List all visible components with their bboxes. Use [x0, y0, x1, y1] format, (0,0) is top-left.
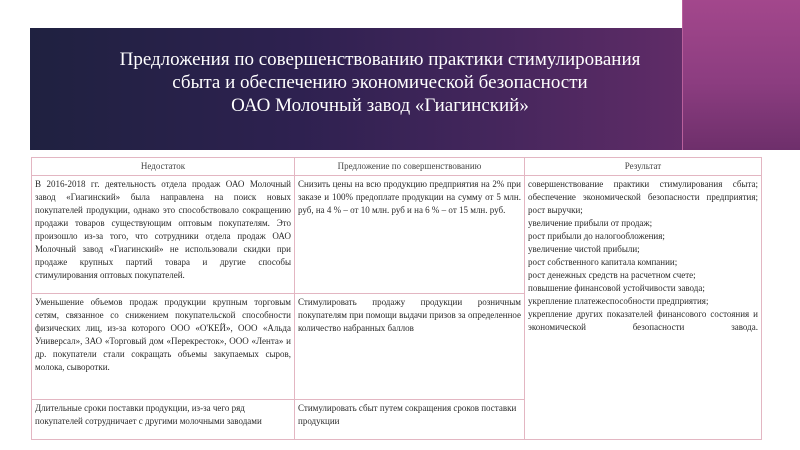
header-proposal: Предложение по совершенствованию — [295, 158, 525, 176]
slide-title-line-2: сбыта и обеспечению экономической безопасности — [172, 72, 588, 93]
result-item: увеличение прибыли от продаж; — [528, 218, 653, 228]
table-row — [32, 176, 762, 294]
result-item: обеспечение экономической безопасности предприятия; — [528, 192, 758, 202]
result-item: рост денежных средств на расчетном счете; — [528, 270, 696, 280]
row-3-shortcoming: Длительные сроки поставки продукции, из-за чего ряд покупателей сотрудничает с другими молочными заводами — [32, 400, 295, 440]
result-item: повышение финансовой устойчивости завода; — [528, 283, 705, 293]
result-item: укрепление платежеспособности предприятия; — [528, 296, 709, 306]
header-result: Результат — [525, 158, 762, 176]
slide-title-line-3: ОАО Молочный завод «Гиагинский» — [231, 95, 529, 116]
slide-title-line-1: Предложения по совершенствованию практики стимулирования — [119, 49, 641, 70]
table-header-row — [32, 158, 762, 176]
result-item: рост прибыли до налогообложения; — [528, 231, 665, 241]
row-1-shortcoming: В 2016-2018 гг. деятельность отдела продаж ОАО Молочный завод «Гиагинский» была направлена на поиск новых покупателей продукции, однако это способствовало сокращению продажи товаров существующим оптовым покупателям. Это произошло из-за того, что сотрудники отдела продаж ОАО Молочный завод «Гиагинский» не использовали скидки при продаже крупных партий товара и другие способы стимулирования оптовых покупателей. — [32, 176, 295, 294]
result-cell — [525, 176, 762, 440]
header-shortcoming: Недостаток — [32, 158, 295, 176]
row-2-shortcoming: Уменьшение объемов продаж продукции крупным торговым сетям, связанное со снижением покупательской способности физических лиц, из-за которого ООО «О'КЕЙ», ООО «Альда Универсал», ЗАО «Торговый дом «Перекресток», ООО «Лента» и др. покупатели стали сокращать объемы закупаемых сыров, молока, сыворотки. — [32, 294, 295, 400]
result-item: рост выручки; — [528, 205, 583, 215]
proposals-table — [31, 157, 762, 440]
result-item: укрепление других показателей финансового состояния и экономической безопасности завода. — [528, 309, 758, 332]
row-3-proposal: Стимулировать сбыт путем сокращения сроков поставки продукции — [295, 400, 525, 440]
row-1-proposal: Снизить цены на всю продукцию предприятия на 2% при заказе и 100% предоплате продукции на сумму от 5 млн. руб, на 4 % – от 10 млн. руб и на 6 % – от 15 млн. руб. — [295, 176, 525, 294]
result-item: рост собственного капитала компании; — [528, 257, 678, 267]
result-item: совершенствование практики стимулирования сбыта; — [528, 179, 758, 189]
result-item: увеличение чистой прибыли; — [528, 244, 640, 254]
slide-title — [60, 48, 700, 117]
row-2-proposal: Стимулировать продажу продукции розничным покупателям при помощи выдачи призов за определенное количество набранных баллов — [295, 294, 525, 400]
